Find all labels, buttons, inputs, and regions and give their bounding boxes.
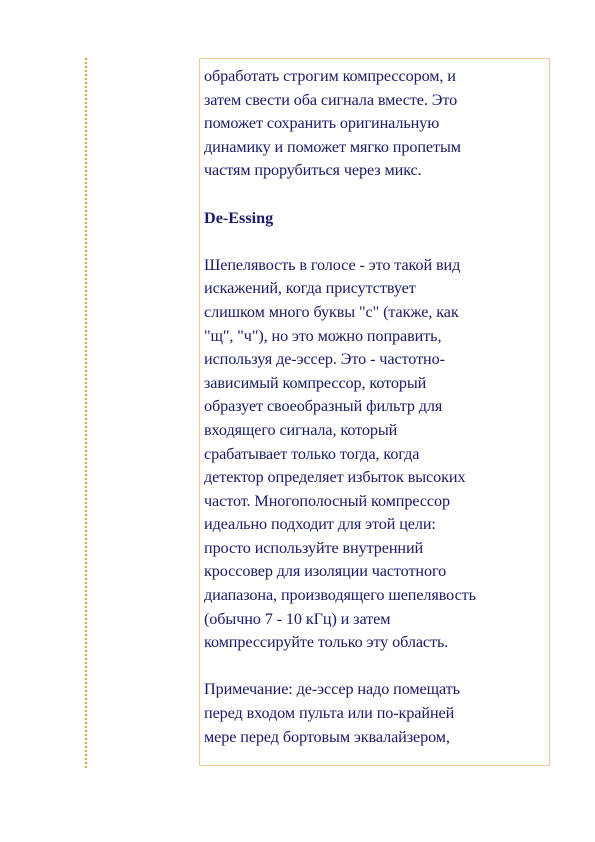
section-heading: De-Essing [204, 208, 274, 227]
text-frame [199, 58, 550, 766]
text-line: компрессируйте только эту область. [204, 633, 449, 652]
text-line: образует своеобразный фильтр для [204, 397, 443, 416]
text-line: срабатывает только тогда, когда [204, 444, 420, 463]
left-margin-rule [85, 58, 87, 768]
text-line: зависимый компрессор, который [204, 373, 427, 392]
text-line: искажений, когда присутствует [204, 279, 416, 298]
text-line: частям прорубиться через микс. [204, 161, 422, 180]
text-line: (обычно 7 - 10 кГц) и затем [204, 609, 391, 628]
text-line: динамику и поможет мягко пропетым [204, 137, 461, 156]
text-line: поможет сохранить оригинальную [204, 114, 440, 133]
text-line: обработать строгим компрессором, и [204, 67, 456, 85]
text-line: мере перед бортовым эквалайзером, [204, 727, 450, 746]
text-line: просто используйте внутренний [204, 538, 424, 557]
paragraph-intro [204, 65, 549, 183]
text-line: частот. Многополосный компрессор [204, 491, 451, 510]
text-line: используя де-эссер. Это - частотно- [204, 350, 445, 369]
text-line: перед входом пульта или по-крайней [204, 704, 455, 723]
text-line: детектор определяет избыток высоких [204, 468, 466, 487]
paragraph-de-essing [204, 254, 549, 655]
text-line: Примечание: де-эссер надо помещать [204, 680, 460, 699]
text-line: диапазона, производящего шепелявость [204, 586, 476, 605]
paragraph-note [204, 678, 549, 749]
text-line: идеально подходит для этой цели: [204, 515, 436, 534]
text-line: слишком много буквы "с" (также, как [204, 302, 459, 321]
text-line: "щ", "ч"), но это можно поправить, [204, 326, 442, 345]
text-line: Шепелявость в голосе - это такой вид [204, 255, 461, 274]
text-line: входящего сигнала, который [204, 420, 398, 439]
text-line: кроссовер для изоляции частотного [204, 562, 447, 581]
text-line: затем свести оба сигнала вместе. Это [204, 90, 458, 109]
